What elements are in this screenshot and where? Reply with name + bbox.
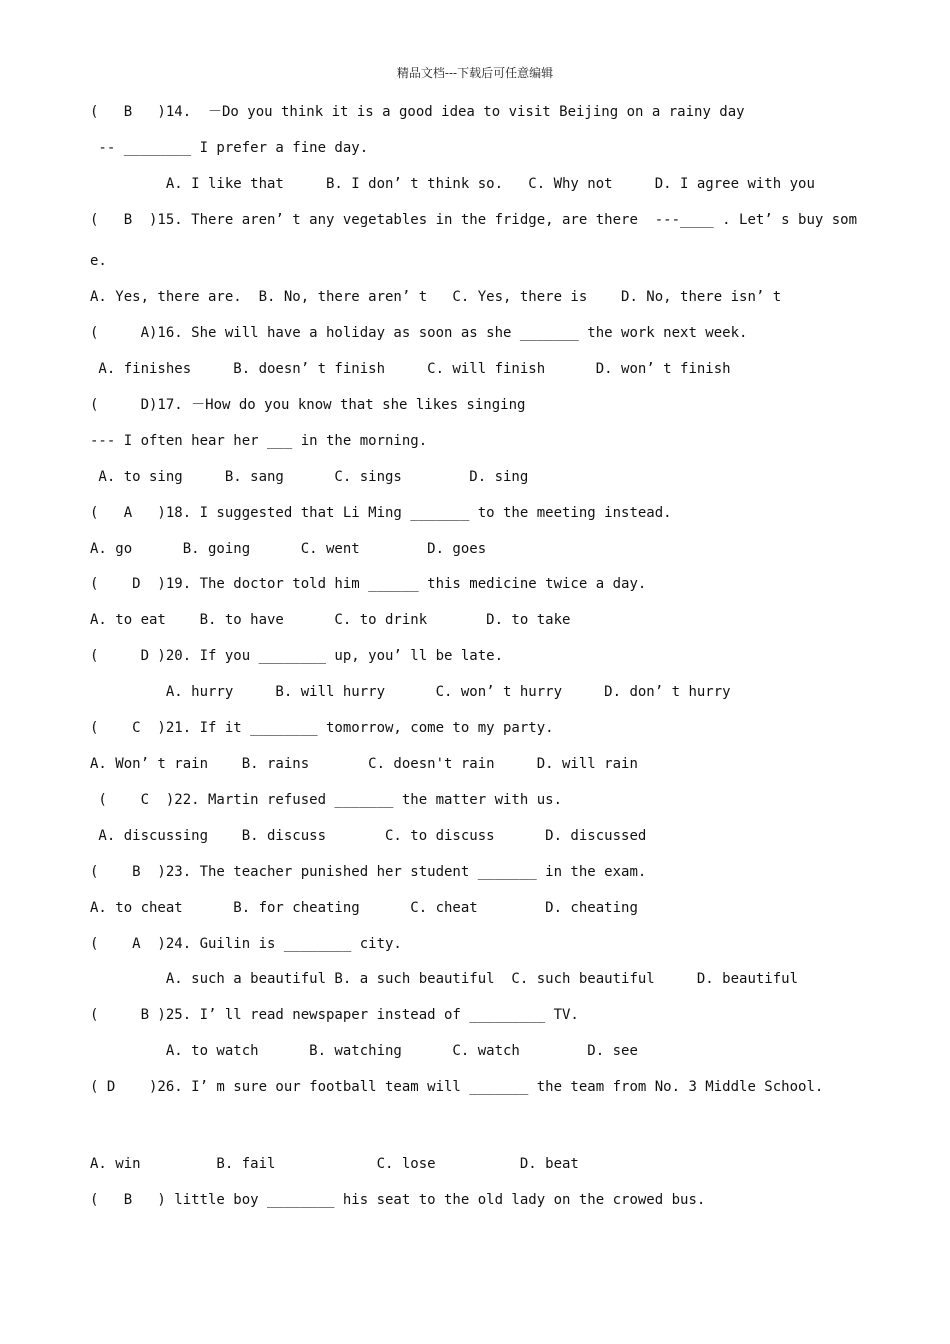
- options-line: A. finishes B. doesn’ t finish C. will finish D. won’ t finish: [90, 361, 731, 377]
- question-line: ( A )24. Guilin is ________ city.: [90, 936, 402, 952]
- options-line: A. hurry B. will hurry C. won’ t hurry D. don’ t hurry: [90, 684, 731, 700]
- page-header: 精品文档---下载后可任意编辑: [396, 66, 554, 80]
- options-line: A. win B. fail C. lose D. beat: [90, 1156, 579, 1172]
- question-line: ( A)16. She will have a holiday as soon as she _______ the work next week.: [90, 325, 748, 341]
- question-line: ( D )19. The doctor told him ______ this medicine twice a day.: [90, 576, 647, 592]
- question-line: e.: [90, 253, 107, 269]
- question-line: ( A )18. I suggested that Li Ming _______ to the meeting instead.: [90, 505, 672, 521]
- question-line: ( B )23. The teacher punished her student _______ in the exam.: [90, 864, 647, 880]
- options-line: A. discussing B. discuss C. to discuss D. discussed: [90, 828, 647, 844]
- question-line: ( B ) little boy ________ his seat to the old lady on the crowed bus.: [90, 1192, 706, 1208]
- options-line: A. to cheat B. for cheating C. cheat D. cheating: [90, 900, 638, 916]
- question-line: ( D )26. I’ m sure our football team will _______ the team from No. 3 Middle School.: [90, 1079, 824, 1095]
- options-line: A. to eat B. to have C. to drink D. to take: [90, 612, 571, 628]
- question-line: ( B )15. There aren’ t any vegetables in the fridge, are there ---____ . Let’ s buy som: [90, 212, 858, 228]
- question-line: ( B )25. I’ ll read newspaper instead of _________ TV.: [90, 1007, 579, 1023]
- options-line: A. to sing B. sang C. sings D. sing: [90, 469, 529, 485]
- question-line: ( C )22. Martin refused _______ the matter with us.: [90, 792, 563, 808]
- options-line: A. to watch B. watching C. watch D. see: [90, 1043, 638, 1059]
- question-line: ( C )21. If it ________ tomorrow, come to my party.: [90, 720, 554, 736]
- options-line: A. such a beautiful B. a such beautiful C. such beautiful D. beautiful: [90, 971, 799, 987]
- options-line: A. go B. going C. went D. goes: [90, 541, 487, 557]
- question-line: ( D)17. －How do you know that she likes singing: [90, 397, 526, 413]
- options-line: A. I like that B. I don’ t think so. C. Why not D. I agree with you: [90, 176, 815, 192]
- question-line: ( B )14. －Do you think it is a good idea to visit Beijing on a rainy day: [90, 104, 745, 120]
- question-line: ( D )20. If you ________ up, you’ ll be late.: [90, 648, 504, 664]
- options-line: A. Yes, there are. B. No, there aren’ t C. Yes, there is D. No, there isn’ t: [90, 289, 782, 305]
- question-line: -- ________ I prefer a fine day.: [90, 140, 369, 156]
- question-line: --- I often hear her ___ in the morning.: [90, 433, 428, 449]
- options-line: A. Won’ t rain B. rains C. doesn't rain D. will rain: [90, 756, 638, 772]
